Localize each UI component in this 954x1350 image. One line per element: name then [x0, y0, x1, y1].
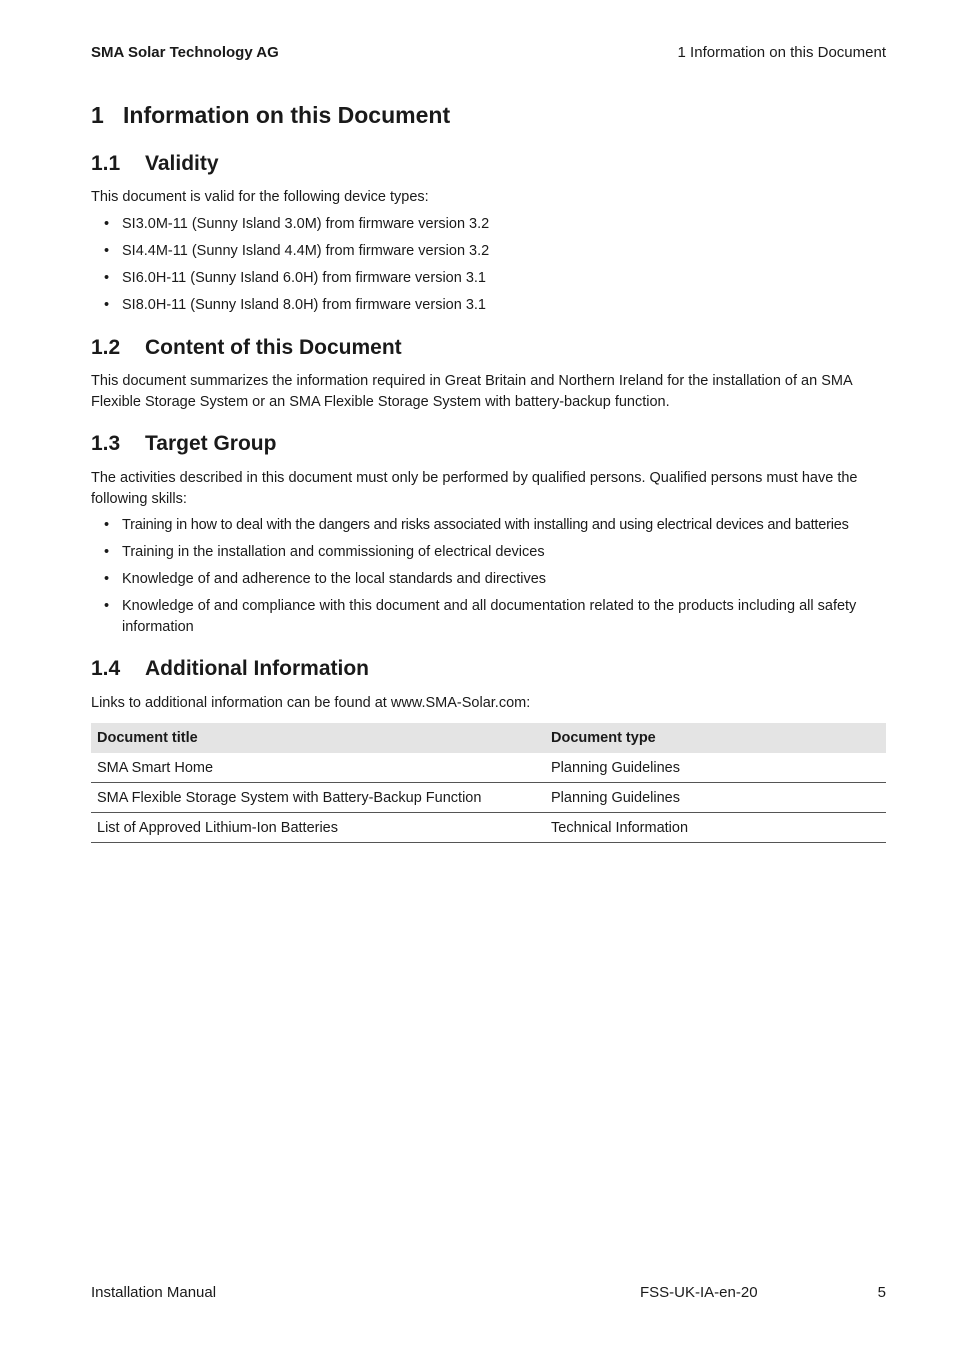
column-header: Document type	[545, 723, 886, 753]
target-intro: The activities described in this document must only be performed by qualified persons. Qualified persons must have the following skills:	[91, 470, 858, 507]
manual-name: Installation Manual	[91, 1284, 217, 1301]
section-target-heading	[91, 432, 276, 456]
list-item: • Knowledge of and adherence to the local standards and directives	[91, 569, 886, 590]
document-title-cell: List of Approved Lithium-Ion Batteries	[91, 813, 545, 843]
additional-intro: Links to additional information can be found at www.SMA-Solar.com:	[91, 695, 531, 711]
section-number: 1.2	[91, 336, 121, 359]
table-row	[91, 783, 886, 813]
validity-intro: This document is valid for the following device types:	[91, 189, 429, 205]
list-item: • SI6.0H-11 (Sunny Island 6.0H) from firmware version 3.1	[91, 268, 886, 289]
document-code: FSS-UK-IA-en-20	[640, 1284, 758, 1301]
column-header: Document title	[91, 723, 545, 753]
list-item: • Training in the installation and commissioning of electrical devices	[91, 542, 886, 563]
chapter-number: 1	[91, 102, 104, 128]
list-item: • Knowledge of and compliance with this document and all documentation related to the products including all safety information	[91, 596, 886, 638]
document-type-cell: Technical Information	[545, 813, 886, 843]
section-title: Content of this Document	[145, 336, 402, 359]
list-item: • Training in how to deal with the dangers and risks associated with installing and using electrical devices and batteries	[91, 515, 886, 536]
chapter-reference: 1 Information on this Document	[677, 44, 886, 61]
document-title-cell: SMA Flexible Storage System with Battery-Backup Function	[91, 783, 545, 813]
running-header	[91, 44, 886, 64]
list-item: • SI3.0M-11 (Sunny Island 3.0M) from firmware version 3.2	[91, 214, 886, 235]
chapter-title	[91, 102, 450, 129]
document-type-cell: Planning Guidelines	[545, 783, 886, 813]
content-text: This document summarizes the information required in Great Britain and Northern Ireland for the installation of an SMA Flexible Storage System or an SMA Flexible Storage System with battery-backup function.	[91, 373, 852, 410]
list-item: • SI8.0H-11 (Sunny Island 8.0H) from firmware version 3.1	[91, 295, 886, 316]
section-additional-heading	[91, 657, 369, 681]
running-footer	[91, 1284, 886, 1304]
device-type-list	[91, 214, 886, 322]
skills-list	[91, 515, 886, 644]
section-number: 1.1	[91, 152, 121, 175]
section-title: Additional Information	[145, 657, 369, 680]
section-number: 1.3	[91, 432, 121, 455]
table-header-row	[91, 723, 886, 753]
document-type-cell: Planning Guidelines	[545, 753, 886, 783]
section-title: Target Group	[145, 432, 277, 455]
page-number: 5	[877, 1284, 886, 1301]
section-validity-heading	[91, 152, 219, 176]
chapter-title-text: Information on this Document	[123, 102, 451, 128]
section-number: 1.4	[91, 657, 121, 680]
company-name: SMA Solar Technology AG	[91, 44, 279, 61]
section-title: Validity	[145, 152, 219, 175]
list-item: • SI4.4M-11 (Sunny Island 4.4M) from firmware version 3.2	[91, 241, 886, 262]
section-content-heading	[91, 336, 402, 360]
document-title-cell: SMA Smart Home	[91, 753, 545, 783]
table-row	[91, 813, 886, 843]
documents-table	[91, 723, 886, 843]
table-row	[91, 753, 886, 783]
